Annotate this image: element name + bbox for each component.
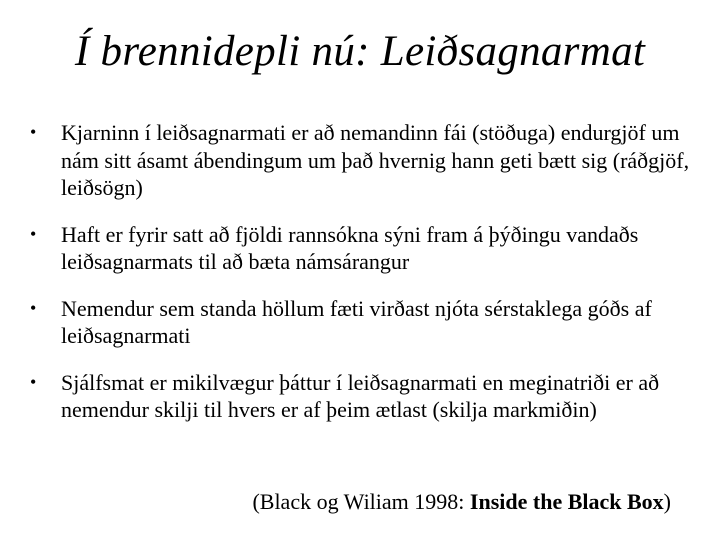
slide-title: Í brennidepli nú: Leiðsagnarmat [74, 28, 646, 75]
bullet-marker: • [30, 122, 37, 142]
bullet-item [30, 221, 700, 276]
bullet-marker: • [30, 297, 37, 318]
citation-prefix: (Black og Wiliam 1998: [252, 489, 470, 514]
bullet-text: Haft er fyrir satt að fjöldi rannsókna sýni fram á þýðingu vandaðs leiðsagnarmats til að bæta námsárangur [61, 221, 639, 274]
citation [252, 488, 671, 516]
bullet-list [30, 119, 700, 443]
bullet-marker: • [30, 223, 37, 244]
bullet-text: Nemendur sem standa höllum fæti virðast njóta sérstaklega góðs af leiðsagnarmati [61, 295, 652, 348]
bullet-item [30, 119, 700, 202]
citation-suffix: ) [663, 489, 671, 514]
bullet-item [30, 295, 700, 350]
bullet-marker: • [30, 371, 37, 392]
bullet-text: Sjálfsmat er mikilvægur þáttur í leiðsagnarmati en meginatriði er að nemendur skilji til hvers er af þeim ætlast (skilja markmiðin) [61, 369, 660, 422]
bullet-text: Kjarninn í leiðsagnarmati er að nemandinn fái (stöðuga) endurgjöf um nám sitt ásamt ábendingum um það hvernig hann geti bætt sig (ráðgjöf, leiðsögn) [61, 120, 690, 200]
bullet-item [30, 369, 700, 424]
citation-work-title: Inside the Black Box [469, 489, 664, 514]
